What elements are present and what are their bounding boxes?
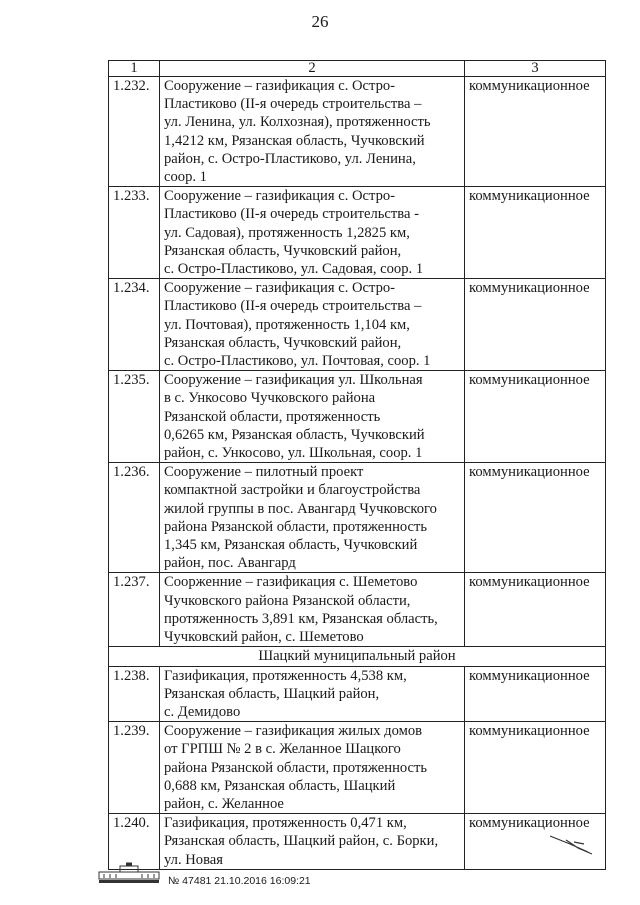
description-line: района Рязанской области, протяженность (164, 518, 428, 535)
description-line: ул. Новая (164, 851, 223, 868)
description-line: район, пос. Авангард (164, 555, 296, 572)
description-line: ул. Почтовая), протяженность 1,104 км, (164, 316, 410, 333)
description-line: 1,4212 км, Рязанская область, Чучковский (164, 132, 425, 149)
description-line: Рязанской области, протяженность (164, 408, 381, 425)
footer (98, 862, 311, 887)
table-header-row (109, 61, 606, 77)
row-description (160, 722, 465, 814)
row-type: коммуникационное (465, 463, 606, 573)
row-number: 1.232. (109, 77, 160, 187)
row-number: 1.234. (109, 279, 160, 371)
table-row (109, 573, 606, 647)
description-line: Газификация, протяженность 4,538 км, (164, 667, 407, 684)
description-line: 1,345 км, Рязанская область, Чучковский (164, 537, 418, 554)
table-row (109, 371, 606, 463)
row-type: коммуникационное (465, 573, 606, 647)
row-description (160, 279, 465, 371)
description-line: Рязанская область, Шацкий район, с. Борки, (164, 833, 439, 850)
section-title: Шацкий муниципальный район (109, 647, 606, 666)
description-line: Газификация, протяженность 0,471 км, (164, 815, 407, 832)
description-line: Сооружение – газификация с. Остро- (164, 280, 396, 297)
description-line: жилой группы в пос. Авангард Чучковского (164, 500, 437, 517)
row-type: коммуникационное (465, 371, 606, 463)
description-line: в с. Ункосово Чучковского района (164, 390, 376, 407)
property-table (108, 60, 606, 870)
signature-mark (548, 830, 596, 861)
row-number: 1.240. (109, 814, 160, 870)
table-row (109, 187, 606, 279)
row-number: 1.235. (109, 371, 160, 463)
table-row (109, 814, 606, 870)
row-type: коммуникационное (465, 279, 606, 371)
description-line: район, с. Ункосово, ул. Школьная, соор. 1 (164, 445, 423, 462)
registry-stamp-icon (98, 862, 160, 887)
description-line: с. Демидово (164, 703, 241, 720)
description-line: район, с. Остро-Пластиково, ул. Ленина, (164, 150, 416, 167)
table-row (109, 463, 606, 573)
row-description (160, 814, 465, 870)
description-line: район, с. Желанное (164, 795, 284, 812)
row-number: 1.237. (109, 573, 160, 647)
section-row (109, 647, 606, 666)
row-number: 1.233. (109, 187, 160, 279)
description-line: Сооружение – пилотный проект (164, 464, 364, 481)
description-line: 0,688 км, Рязанская область, Шацкий (164, 777, 396, 794)
row-description (160, 187, 465, 279)
description-line: ул. Ленина, ул. Колхозная), протяженность (164, 114, 431, 131)
description-line: с. Остро-Пластиково, ул. Садовая, соор. 1 (164, 261, 424, 278)
description-line: Пластиково (II-я очередь строительства – (164, 96, 422, 113)
description-line: Рязанская область, Чучковский район, (164, 334, 402, 351)
column-header-3: 3 (465, 61, 606, 77)
description-line: ул. Садовая), протяженность 1,2825 км, (164, 224, 410, 241)
table-row (109, 77, 606, 187)
column-header-1: 1 (109, 61, 160, 77)
column-header-2: 2 (160, 61, 465, 77)
description-line: Сооружение – газификация жилых домов (164, 723, 423, 740)
row-description (160, 463, 465, 573)
page-number: 26 (311, 12, 329, 31)
row-description (160, 77, 465, 187)
description-line: Соорженние – газификация с. Шеметово (164, 574, 418, 591)
table-row (109, 666, 606, 722)
row-number: 1.239. (109, 722, 160, 814)
description-line: от ГРПШ № 2 в с. Желанное Шацкого (164, 741, 401, 758)
description-line: Пластиково (II-я очередь строительства – (164, 298, 422, 315)
row-description (160, 371, 465, 463)
description-line: компактной застройки и благоустройства (164, 482, 421, 499)
description-line: соор. 1 (164, 169, 207, 186)
row-type: коммуникационное (465, 187, 606, 279)
description-line: 0,6265 км, Рязанская область, Чучковский (164, 426, 425, 443)
description-line: протяженность 3,891 км, Рязанская область, (164, 610, 438, 627)
table-body (109, 61, 606, 870)
description-line: Чучковский район, с. Шеметово (164, 629, 364, 646)
row-type: коммуникационное (465, 77, 606, 187)
row-type: коммуникационное (465, 814, 606, 870)
description-line: Рязанская область, Шацкий район, (164, 685, 380, 702)
row-number: 1.238. (109, 666, 160, 722)
row-type: коммуникационное (465, 722, 606, 814)
row-type: коммуникационное (465, 666, 606, 722)
description-line: Пластиково (II-я очередь строительства - (164, 206, 419, 223)
row-number: 1.236. (109, 463, 160, 573)
row-description (160, 666, 465, 722)
registry-stamp-text: № 47481 21.10.2016 16:09:21 (168, 875, 311, 887)
row-description (160, 573, 465, 647)
table-row (109, 722, 606, 814)
description-line: Сооружение – газификация с. Остро- (164, 78, 396, 94)
table-row (109, 279, 606, 371)
description-line: Чучковского района Рязанской области, (164, 592, 411, 609)
description-line: района Рязанской области, протяженность (164, 759, 428, 776)
description-line: Сооружение – газификация ул. Школьная (164, 372, 423, 389)
description-line: Рязанская область, Чучковский район, (164, 242, 402, 259)
description-line: с. Остро-Пластиково, ул. Почтовая, соор. 1 (164, 353, 431, 370)
description-line: Сооружение – газификация с. Остро- (164, 188, 396, 205)
